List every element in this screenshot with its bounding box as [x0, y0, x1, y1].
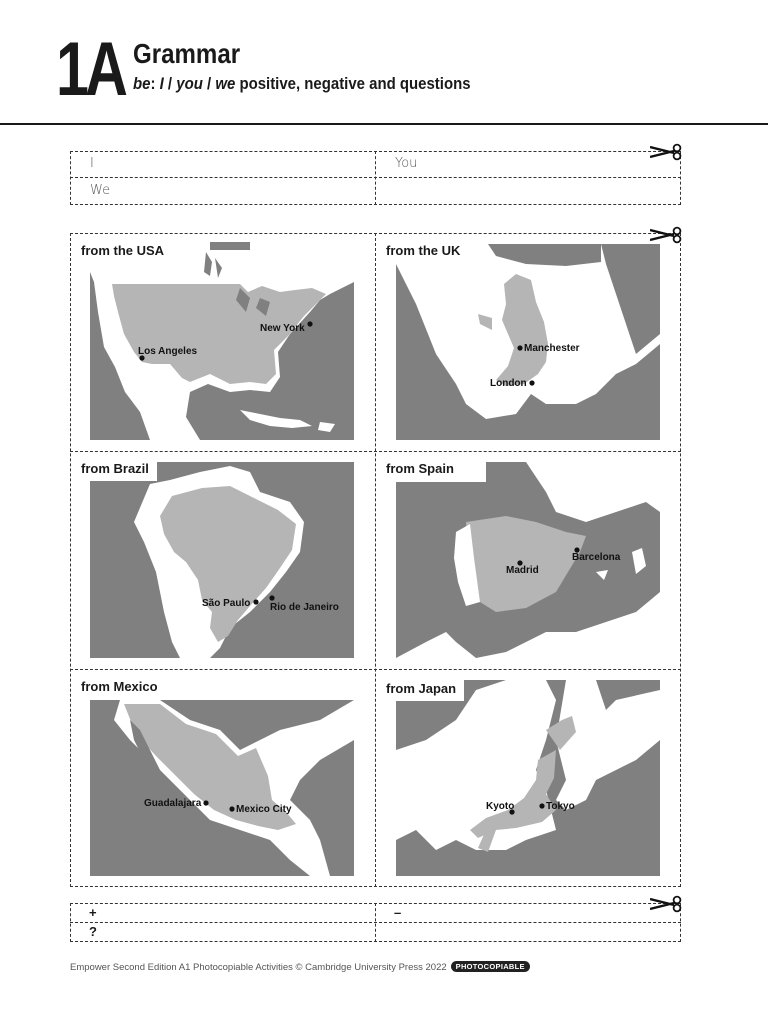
card-you: You [395, 156, 418, 171]
card-we: We [90, 183, 111, 198]
subtitle-i: I [159, 74, 164, 93]
unit-code: 1A [56, 27, 124, 112]
subtitle-rest: positive, negative and questions [235, 74, 471, 93]
map-label-brazil: from Brazil [71, 457, 157, 481]
city-london: London [490, 378, 527, 389]
map-label-mexico: from Mexico [71, 675, 166, 699]
scissors-icon [650, 226, 684, 244]
city-mexico-city: Mexico City [236, 804, 292, 815]
card-question: ? [89, 924, 97, 939]
page-title: Grammar [133, 38, 241, 69]
subtitle-you: you [176, 74, 203, 93]
map-divider-h1 [70, 451, 681, 452]
map-divider-h2 [70, 669, 681, 670]
subtitle-colon: : [150, 74, 160, 93]
map-brazil [90, 462, 354, 658]
map-usa [90, 242, 354, 440]
city-tokyo: Tokyo [546, 801, 575, 812]
city-sao-paulo: São Paulo [202, 598, 251, 609]
city-new-york: New York [260, 323, 305, 334]
city-guadalajara: Guadalajara [144, 798, 202, 809]
map-uk [396, 244, 660, 440]
map-label-uk: from the UK [376, 239, 468, 263]
city-manchester: Manchester [524, 343, 580, 354]
scissors-icon [650, 143, 684, 161]
scissors-icon [650, 895, 684, 913]
footer-text: Empower Second Edition A1 Photocopiable Activities © Cambridge University Press 2022 [70, 962, 447, 973]
footer [70, 961, 530, 973]
card-negative: – [394, 905, 402, 920]
page-subtitle [133, 74, 471, 94]
card-positive: + [89, 905, 97, 920]
map-mexico [90, 700, 354, 876]
map-label-spain: from Spain [376, 457, 462, 481]
card-i: I [90, 156, 94, 171]
city-kyoto: Kyoto [486, 801, 515, 812]
subtitle-we: we [215, 74, 236, 93]
header-rule [0, 123, 768, 125]
symbol-divider-v [375, 903, 376, 942]
subtitle-be: be [133, 74, 151, 93]
map-divider-v [375, 233, 376, 887]
map-label-usa: from the USA [71, 239, 172, 263]
map-label-japan: from Japan [376, 677, 464, 701]
city-rio-de-janeiro: Rio de Janeiro [270, 602, 339, 613]
pronoun-divider-v [375, 151, 376, 205]
city-madrid: Madrid [506, 565, 539, 576]
photocopiable-badge: PHOTOCOPIABLE [451, 961, 530, 972]
city-los-angeles: Los Angeles [138, 346, 198, 357]
city-barcelona: Barcelona [572, 552, 621, 563]
subtitle-slash-1: / [163, 74, 177, 93]
map-spain [396, 462, 660, 658]
map-japan [396, 680, 660, 876]
subtitle-slash-2: / [202, 74, 216, 93]
